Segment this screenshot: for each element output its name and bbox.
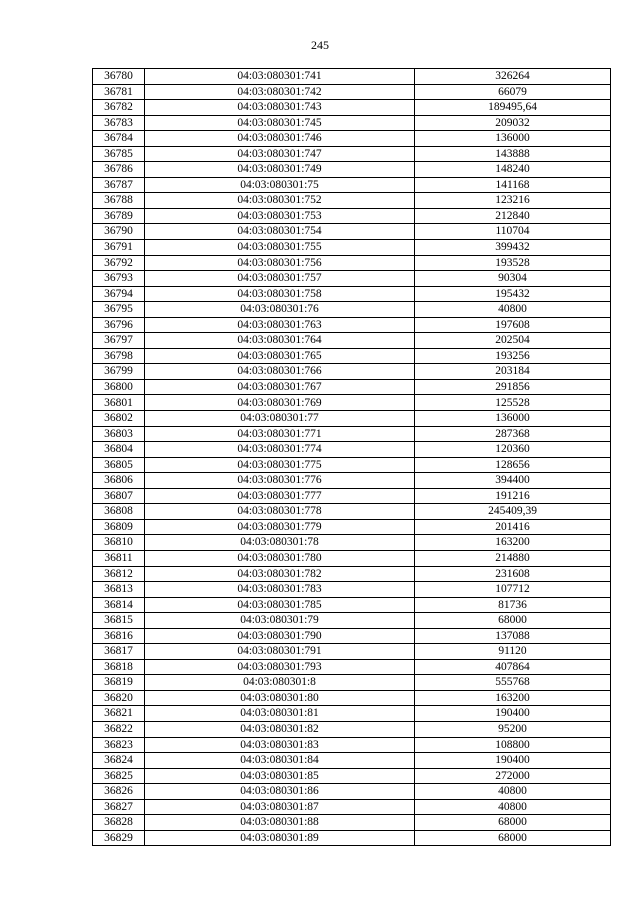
cadastral-value-cell: 163200 [415,535,611,551]
cadastral-number-cell: 04:03:080301:766 [145,364,415,380]
cadastral-number-cell: 04:03:080301:86 [145,784,415,800]
cadastral-number-cell: 04:03:080301:8 [145,675,415,691]
cadastral-number-cell: 04:03:080301:790 [145,628,415,644]
cadastral-value-cell: 197608 [415,317,611,333]
table-row [93,84,611,100]
cadastral-number-cell: 04:03:080301:75 [145,177,415,193]
table-row [93,706,611,722]
row-number-cell: 36813 [93,582,145,598]
row-number-cell: 36785 [93,146,145,162]
row-number-cell: 36825 [93,768,145,784]
cadastral-value-cell: 95200 [415,721,611,737]
row-number-cell: 36787 [93,177,145,193]
table-row [93,799,611,815]
cadastral-number-cell: 04:03:080301:758 [145,286,415,302]
cadastral-number-cell: 04:03:080301:89 [145,830,415,846]
row-number-cell: 36829 [93,830,145,846]
cadastral-number-cell: 04:03:080301:746 [145,131,415,147]
row-number-cell: 36809 [93,519,145,535]
cadastral-value-cell: 141168 [415,177,611,193]
cadastral-number-cell: 04:03:080301:78 [145,535,415,551]
row-number-cell: 36814 [93,597,145,613]
cadastral-value-cell: 190400 [415,753,611,769]
cadastral-value-cell: 148240 [415,162,611,178]
table-row [93,395,611,411]
table-row [93,162,611,178]
table-row [93,644,611,660]
row-number-cell: 36796 [93,317,145,333]
cadastral-value-cell: 108800 [415,737,611,753]
cadastral-number-cell: 04:03:080301:774 [145,442,415,458]
row-number-cell: 36804 [93,442,145,458]
table-row [93,613,611,629]
cadastral-value-cell: 245409,39 [415,504,611,520]
row-number-cell: 36805 [93,457,145,473]
cadastral-number-cell: 04:03:080301:777 [145,488,415,504]
table-row [93,784,611,800]
row-number-cell: 36797 [93,333,145,349]
table-row [93,535,611,551]
cadastral-number-cell: 04:03:080301:765 [145,348,415,364]
row-number-cell: 36784 [93,131,145,147]
cadastral-value-cell: 136000 [415,131,611,147]
cadastral-value-cell: 407864 [415,659,611,675]
cadastral-number-cell: 04:03:080301:771 [145,426,415,442]
table-row [93,721,611,737]
cadastral-value-cell: 68000 [415,815,611,831]
cadastral-number-cell: 04:03:080301:779 [145,519,415,535]
row-number-cell: 36793 [93,271,145,287]
table-row [93,737,611,753]
row-number-cell: 36816 [93,628,145,644]
cadastral-value-cell: 163200 [415,690,611,706]
cadastral-number-cell: 04:03:080301:742 [145,84,415,100]
cadastral-value-cell: 326264 [415,69,611,85]
cadastral-number-cell: 04:03:080301:764 [145,333,415,349]
cadastral-number-cell: 04:03:080301:743 [145,100,415,116]
table-row [93,379,611,395]
cadastral-value-cell: 291856 [415,379,611,395]
cadastral-number-cell: 04:03:080301:745 [145,115,415,131]
cadastral-value-cell: 394400 [415,473,611,489]
table-row [93,240,611,256]
cadastral-value-cell: 201416 [415,519,611,535]
cadastral-value-cell: 202504 [415,333,611,349]
table-row [93,690,611,706]
table-row [93,519,611,535]
cadastral-number-cell: 04:03:080301:775 [145,457,415,473]
cadastral-value-cell: 143888 [415,146,611,162]
cadastral-value-cell: 191216 [415,488,611,504]
cadastral-number-cell: 04:03:080301:767 [145,379,415,395]
row-number-cell: 36792 [93,255,145,271]
row-number-cell: 36795 [93,302,145,318]
cadastral-value-cell: 399432 [415,240,611,256]
row-number-cell: 36818 [93,659,145,675]
cadastral-number-cell: 04:03:080301:83 [145,737,415,753]
row-number-cell: 36812 [93,566,145,582]
cadastral-number-cell: 04:03:080301:782 [145,566,415,582]
cadastral-value-cell: 195432 [415,286,611,302]
table-row [93,333,611,349]
cadastral-value-table [92,68,611,846]
row-number-cell: 36798 [93,348,145,364]
row-number-cell: 36811 [93,550,145,566]
table-row [93,69,611,85]
row-number-cell: 36810 [93,535,145,551]
row-number-cell: 36782 [93,100,145,116]
row-number-cell: 36783 [93,115,145,131]
table-row [93,675,611,691]
cadastral-number-cell: 04:03:080301:783 [145,582,415,598]
cadastral-number-cell: 04:03:080301:757 [145,271,415,287]
cadastral-number-cell: 04:03:080301:88 [145,815,415,831]
cadastral-number-cell: 04:03:080301:778 [145,504,415,520]
table-row [93,426,611,442]
cadastral-value-cell: 137088 [415,628,611,644]
cadastral-number-cell: 04:03:080301:84 [145,753,415,769]
row-number-cell: 36821 [93,706,145,722]
row-number-cell: 36815 [93,613,145,629]
table-row [93,830,611,846]
cadastral-value-cell: 189495,64 [415,100,611,116]
cadastral-number-cell: 04:03:080301:749 [145,162,415,178]
row-number-cell: 36822 [93,721,145,737]
row-number-cell: 36799 [93,364,145,380]
cadastral-value-cell: 214880 [415,550,611,566]
table-row [93,442,611,458]
cadastral-value-cell: 190400 [415,706,611,722]
row-number-cell: 36789 [93,208,145,224]
table-row [93,255,611,271]
cadastral-value-cell: 128656 [415,457,611,473]
cadastral-number-cell: 04:03:080301:87 [145,799,415,815]
table-row [93,302,611,318]
cadastral-number-cell: 04:03:080301:755 [145,240,415,256]
row-number-cell: 36826 [93,784,145,800]
table-row [93,628,611,644]
cadastral-value-cell: 272000 [415,768,611,784]
row-number-cell: 36800 [93,379,145,395]
cadastral-value-cell: 68000 [415,830,611,846]
table-row [93,504,611,520]
cadastral-value-cell: 212840 [415,208,611,224]
table-row [93,659,611,675]
cadastral-value-cell: 193256 [415,348,611,364]
table-row [93,550,611,566]
cadastral-number-cell: 04:03:080301:81 [145,706,415,722]
cadastral-value-cell: 203184 [415,364,611,380]
cadastral-number-cell: 04:03:080301:82 [145,721,415,737]
table-row [93,193,611,209]
cadastral-number-cell: 04:03:080301:77 [145,411,415,427]
table-row [93,753,611,769]
cadastral-number-cell: 04:03:080301:763 [145,317,415,333]
table-row [93,582,611,598]
table-row [93,115,611,131]
cadastral-number-cell: 04:03:080301:747 [145,146,415,162]
table-row [93,100,611,116]
cadastral-value-cell: 91120 [415,644,611,660]
table-body [93,69,611,846]
cadastral-number-cell: 04:03:080301:752 [145,193,415,209]
row-number-cell: 36780 [93,69,145,85]
cadastral-value-cell: 555768 [415,675,611,691]
row-number-cell: 36802 [93,411,145,427]
cadastral-value-cell: 40800 [415,784,611,800]
cadastral-value-cell: 90304 [415,271,611,287]
row-number-cell: 36808 [93,504,145,520]
row-number-cell: 36823 [93,737,145,753]
row-number-cell: 36820 [93,690,145,706]
row-number-cell: 36790 [93,224,145,240]
row-number-cell: 36803 [93,426,145,442]
cadastral-number-cell: 04:03:080301:754 [145,224,415,240]
row-number-cell: 36788 [93,193,145,209]
cadastral-number-cell: 04:03:080301:780 [145,550,415,566]
table-row [93,768,611,784]
cadastral-value-cell: 40800 [415,302,611,318]
cadastral-number-cell: 04:03:080301:756 [145,255,415,271]
cadastral-number-cell: 04:03:080301:753 [145,208,415,224]
table-row [93,146,611,162]
cadastral-value-cell: 209032 [415,115,611,131]
cadastral-value-cell: 68000 [415,613,611,629]
table-row [93,286,611,302]
table-row [93,224,611,240]
table-row [93,566,611,582]
row-number-cell: 36828 [93,815,145,831]
cadastral-value-cell: 287368 [415,426,611,442]
page-number: 245 [311,38,329,52]
table-row [93,317,611,333]
table-row [93,457,611,473]
row-number-cell: 36801 [93,395,145,411]
cadastral-value-cell: 193528 [415,255,611,271]
cadastral-number-cell: 04:03:080301:741 [145,69,415,85]
row-number-cell: 36817 [93,644,145,660]
table-row [93,815,611,831]
cadastral-value-cell: 231608 [415,566,611,582]
cadastral-number-cell: 04:03:080301:791 [145,644,415,660]
cadastral-number-cell: 04:03:080301:793 [145,659,415,675]
cadastral-value-cell: 120360 [415,442,611,458]
cadastral-value-cell: 107712 [415,582,611,598]
cadastral-value-cell: 125528 [415,395,611,411]
table-row [93,411,611,427]
table-row [93,597,611,613]
cadastral-value-cell: 123216 [415,193,611,209]
table-row [93,271,611,287]
table-row [93,364,611,380]
cadastral-number-cell: 04:03:080301:769 [145,395,415,411]
table-row [93,208,611,224]
cadastral-number-cell: 04:03:080301:76 [145,302,415,318]
row-number-cell: 36807 [93,488,145,504]
cadastral-number-cell: 04:03:080301:80 [145,690,415,706]
cadastral-value-cell: 110704 [415,224,611,240]
table-row [93,488,611,504]
cadastral-value-cell: 40800 [415,799,611,815]
row-number-cell: 36794 [93,286,145,302]
row-number-cell: 36791 [93,240,145,256]
table-row [93,177,611,193]
cadastral-value-cell: 66079 [415,84,611,100]
cadastral-number-cell: 04:03:080301:79 [145,613,415,629]
table-row [93,473,611,489]
cadastral-number-cell: 04:03:080301:785 [145,597,415,613]
cadastral-value-cell: 81736 [415,597,611,613]
table-row [93,131,611,147]
row-number-cell: 36806 [93,473,145,489]
cadastral-value-cell: 136000 [415,411,611,427]
row-number-cell: 36781 [93,84,145,100]
row-number-cell: 36786 [93,162,145,178]
row-number-cell: 36819 [93,675,145,691]
row-number-cell: 36827 [93,799,145,815]
row-number-cell: 36824 [93,753,145,769]
table-row [93,348,611,364]
cadastral-number-cell: 04:03:080301:776 [145,473,415,489]
cadastral-number-cell: 04:03:080301:85 [145,768,415,784]
